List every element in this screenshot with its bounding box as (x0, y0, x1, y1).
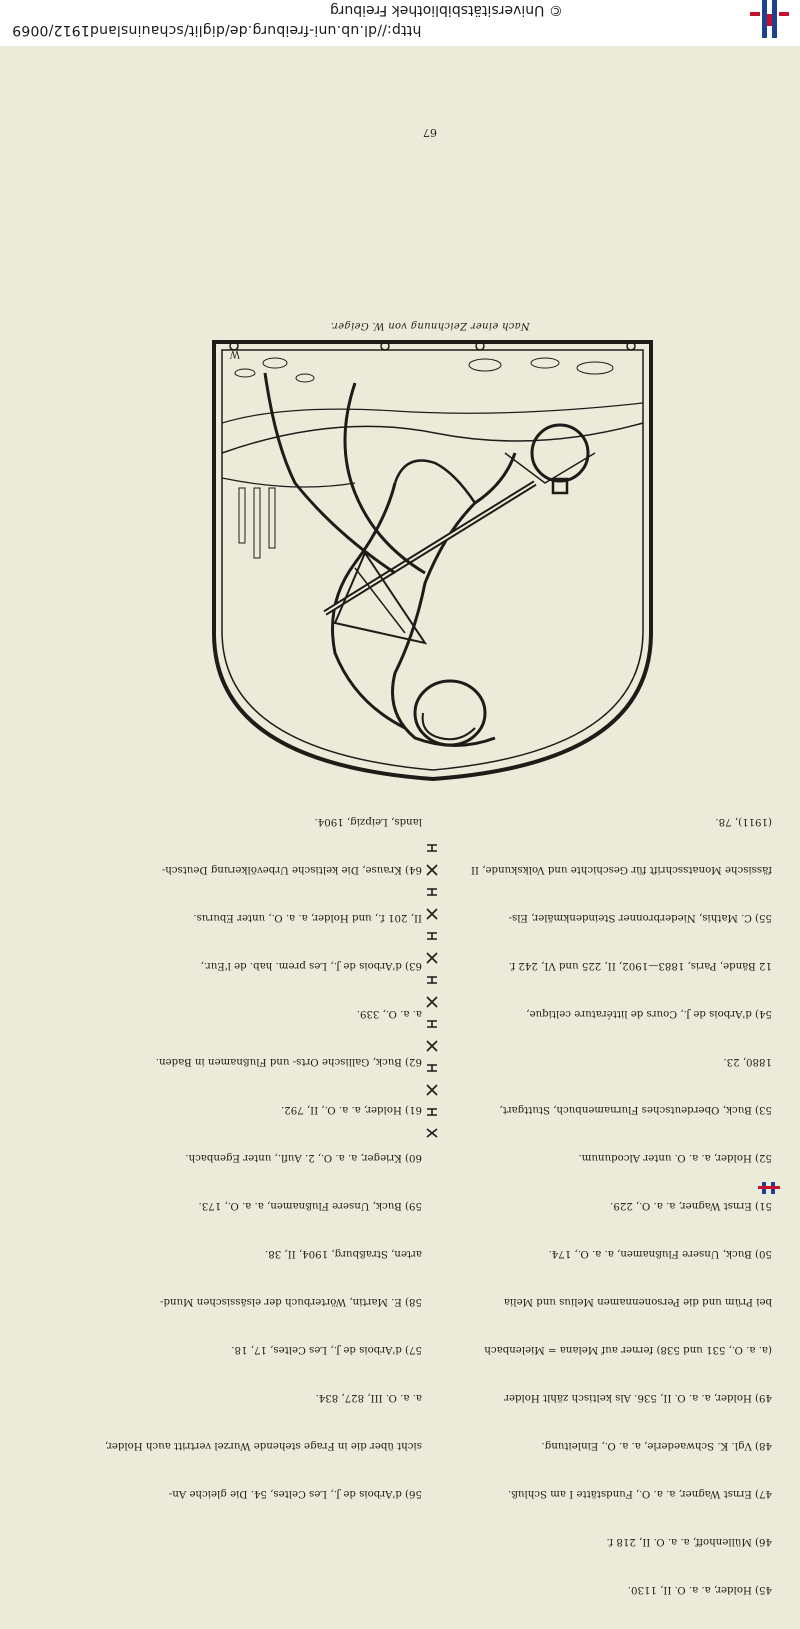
page-number: 67 (423, 126, 437, 139)
footnote-62: 62) Buck, Gallische Orts- und Flußnamen in Baden. (155, 1056, 422, 1067)
footnote-53-cont: 1880, 23. (723, 1056, 772, 1067)
footnotes-column-left (452, 781, 772, 1629)
illustration-caption: Nach einer Zeichnung von W. Geiger. (330, 320, 530, 331)
footnote-53: 53) Buck, Oberdeutsches Flurnamenbuch, Stuttgart, (499, 1104, 772, 1115)
footnote-49-cont-2: bei Prüm und die Personennamen Melius und Melia (503, 1296, 772, 1307)
footnote-54: 54) d'Arbois de J., Cours de littérature celtique, (526, 1008, 772, 1019)
footnote-59: 59) Buck, Unsere Flußnamen, a. a. O., 173. (198, 1200, 422, 1211)
source-url[interactable]: http://dl.ub.uni-freiburg.de/diglit/schauinsland1912/0069 (12, 22, 422, 38)
footnote-58-cont: arten, Straßburg, 1904, II, 38. (264, 1248, 422, 1259)
footnote-64-cont: lands, Leipzig, 1904. (314, 816, 422, 827)
footnote-49-cont-1: (a. a. O., 531 und 538) ferner auf Melana = Mielenbach (484, 1344, 772, 1355)
illustration-man-with-flask-icon (210, 338, 655, 783)
ub-freiburg-logo-icon[interactable] (745, 0, 795, 40)
footnote-62-cont: a. a. O., 339. (356, 1008, 422, 1019)
footnotes-column-right (90, 781, 422, 1533)
footnote-51: 51) Ernst Wagner, a. a. O., 229. (610, 1200, 772, 1211)
footnote-56-cont-1: sicht über die in Frage stehende Wurzel vertritt auch Holder, (104, 1440, 422, 1451)
footnote-55-cont-1: fässische Monatsschrift für Geschichte und Volkskunde, II (470, 864, 772, 875)
footnote-52: 52) Holder, a. a. O. unter Alcodunum. (578, 1152, 772, 1163)
footnote-47: 47) Ernst Wagner, a. a. O., Fundstätte I am Schluß. (507, 1488, 772, 1499)
footnote-63: 63) d'Arbois de J., Les prem. hab. de l'Eur., (200, 960, 422, 971)
viewer-header (0, 0, 800, 47)
footnote-57: 57) d'Arbois de J., Les Celtes, 17, 18. (231, 1344, 422, 1355)
copyright-notice: © Universitätsbibliothek Freiburg (330, 2, 563, 18)
footnote-49: 49) Holder, a. a. O. II, 536. Als keltisch zählt Holder (504, 1392, 772, 1403)
footnote-60: 60) Krieger, a. a. O., 2. Aufl., unter Egenbach. (185, 1152, 422, 1163)
svg-text:W: W (229, 348, 240, 359)
footnote-58: 58) E. Martin, Wörterbuch der elsässischen Mund- (159, 1296, 422, 1307)
footnote-56: 56) d'Arbois de J., Les Celtes, 54. Die gleiche An- (168, 1488, 422, 1499)
scanned-page (0, 46, 800, 1595)
footnote-61: 61) Holder, a. a. O., II, 792. (280, 1104, 422, 1115)
footnote-64: 64) Krause, Die keltische Urbevölkerung Deutsch- (161, 864, 422, 875)
footnote-54-cont: 12 Bände, Paris, 1883—1902, II, 225 und VI, 242 f. (508, 960, 772, 971)
bottom-logo-fragment-icon (758, 1176, 780, 1194)
footnote-48: 48) Vgl. K. Schwaederle, a. a. O., Einleitung. (541, 1440, 772, 1451)
footnote-63-cont: II, 201 f., und Holder, a. a. O., unter Eburus. (193, 912, 422, 923)
footnote-55: 55) C. Mathis, Niederbronner Steindenkmäler, Els- (508, 912, 772, 923)
footnote-45: 45) Holder, a. a. O. II, 1130. (627, 1584, 772, 1595)
footnote-50: 50) Buck, Unsere Flußnamen, a. a. O., 174. (548, 1248, 772, 1259)
footnote-55-cont-2: (1911), 78. (715, 816, 772, 827)
footnote-56-cont-2: a. a. O. III, 827, 834. (315, 1392, 422, 1403)
ornamental-divider-icon (425, 841, 439, 1141)
footnote-46: 46) Müllenhoff, a. a. O. II, 218 f. (606, 1536, 772, 1547)
